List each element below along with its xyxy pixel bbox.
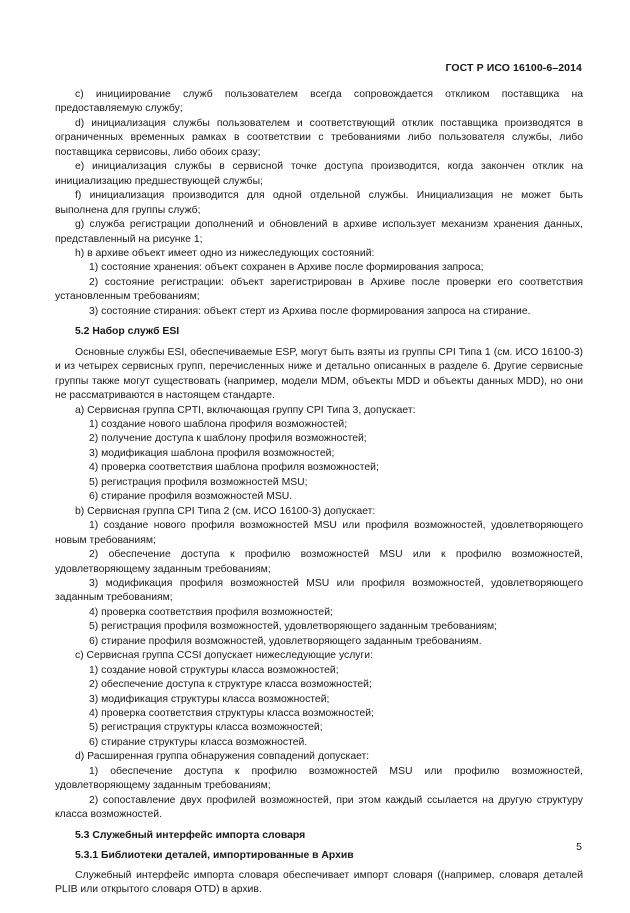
paragraph-item-d2: d) Расширенная группа обнаружения совпадений допускает: bbox=[75, 751, 370, 763]
section-heading-5-3-1: 5.3.1 Библиотеки деталей, импортированные в Архив bbox=[75, 850, 354, 862]
paragraph-item-e: e) инициализация службы в сервисной точке доступа производится, когда закончен отклик на инициализацию предшествующей службы; bbox=[55, 161, 583, 187]
paragraph-subitem: 6) стирание структуры класса возможностей. bbox=[89, 736, 308, 748]
paragraph-subitem: 3) модификация структуры класса возможностей; bbox=[89, 693, 330, 705]
paragraph-subitem: 3) модификация профиля возможностей MSU или профиля возможностей, удовлетворяющего заданным требованиям; bbox=[55, 577, 583, 604]
paragraph-subitem: 3) модификация шаблона профиля возможностей; bbox=[89, 447, 335, 459]
paragraph-subitem: 4) проверка соответствия профиля возможностей; bbox=[89, 606, 333, 618]
section-heading-5-2: 5.2 Набор служб ESI bbox=[75, 326, 180, 338]
paragraph-subitem: 2) состояние регистрации: объект зарегистрирован в Архиве после проверки его соответствия установленным требованиям; bbox=[55, 276, 583, 303]
paragraph-subitem: 1) создание нового шаблона профиля возможностей; bbox=[89, 418, 348, 430]
paragraph-subitem: 5) регистрация профиля возможностей, удовлетворяющего заданным требованиям; bbox=[89, 621, 498, 633]
paragraph-intro: Основные службы ESI, обеспечиваемые ESP, могут быть взяты из группы CPI Типа 1 (см. ИСО 16100-3) и из четырех сервисных групп, перечисленных ниже и детально описанных в разделе 6. Другие сервисные группы также могут существовать (например, модели MDM, объекты MDD и объекты данных MDD), но они не рассматриваются в настоящем стандарте. bbox=[55, 346, 583, 402]
document-body bbox=[55, 88, 583, 897]
paragraph-subitem: 4) проверка соответствия шаблона профиля возможностей; bbox=[89, 462, 379, 474]
paragraph-subitem: 1) создание нового профиля возможностей MSU или профиля возможностей, удовлетворяющего новым требованиям; bbox=[55, 520, 583, 546]
paragraph-item-f: f) инициализация производится для одной отдельной службы. Инициализация не может быть выполнена для группы служб; bbox=[55, 190, 583, 216]
paragraph-item-b: b) Сервисная группа CPI Типа 2 (см. ИСО 16100-3) допускает: bbox=[75, 505, 376, 517]
paragraph-subitem: 6) стирание профиля возможностей, удовлетворяющего заданным требованиям. bbox=[89, 635, 482, 647]
paragraph-import: Служебный интерфейс импорта словаря обеспечивает импорт словаря ((например, словаря деталей PLIB или открытого словаря OTD) в архив. bbox=[55, 869, 583, 896]
paragraph-subitem: 5) регистрация структуры класса возможностей; bbox=[89, 722, 323, 734]
document-code-header: ГОСТ Р ИСО 16100-6–2014 bbox=[445, 62, 582, 74]
paragraph-subitem: 2) обеспечение доступа к профилю возможностей MSU или к профилю возможностей, удовлетворяющему заданным требованиям; bbox=[55, 549, 583, 575]
page-number: 5 bbox=[576, 841, 582, 853]
paragraph-subitem: 1) обеспечение доступа к профилю возможностей MSU или профилю возможностей, удовлетворяющему заданным требованиям; bbox=[55, 765, 583, 792]
paragraph-subitem: 3) состояние стирания: объект стерт из Архива после формирования запроса на стирание. bbox=[89, 305, 531, 317]
paragraph-subitem: 1) создание новой структуры класса возможностей; bbox=[89, 664, 339, 676]
paragraph-subitem: 1) состояние хранения: объект сохранен в Архиве после формирования запроса; bbox=[89, 262, 484, 274]
paragraph-item-c: c) инициирование служб пользователем всегда сопровождается откликом поставщика на предоставляемую службу; bbox=[55, 89, 583, 115]
paragraph-subitem: 2) обеспечение доступа к структуре класса возможностей; bbox=[89, 679, 372, 691]
paragraph-subitem: 2) получение доступа к шаблону профиля возможностей; bbox=[89, 433, 367, 445]
section-heading-5-3: 5.3 Служебный интерфейс импорта словаря bbox=[75, 829, 306, 841]
paragraph-item-c2: c) Сервисная группа CCSI допускает нижеследующие услуги: bbox=[75, 650, 373, 662]
paragraph-item-d: d) инициализация службы пользователем и соответствующий отклик поставщика производятся в ограниченных временных рамках в соответствии с требованиями либо пользователя службы, либо поставщика сервисовы, либо обоих сразу; bbox=[55, 117, 583, 158]
paragraph-subitem: 4) проверка соответствия структуры класса возможностей; bbox=[89, 708, 374, 720]
paragraph-item-g: g) служба регистрации дополнений и обновлений в архиве использует механизм хранения данных, представленный на рисунке 1; bbox=[55, 219, 583, 245]
paragraph-subitem: 6) стирание профиля возможностей MSU. bbox=[89, 491, 293, 503]
paragraph-subitem: 5) регистрация профиля возможностей MSU; bbox=[89, 476, 308, 488]
paragraph-item-h: h) в архиве объект имеет одно из нижеследующих состояний: bbox=[75, 247, 375, 259]
paragraph-item-a: a) Сервисная группа CPTI, включающая группу CPI Типа 3, допускает: bbox=[75, 404, 416, 416]
paragraph-subitem: 2) сопоставление двух профилей возможностей, при этом каждый ссылается на другую структуру класса возможностей. bbox=[55, 794, 583, 821]
